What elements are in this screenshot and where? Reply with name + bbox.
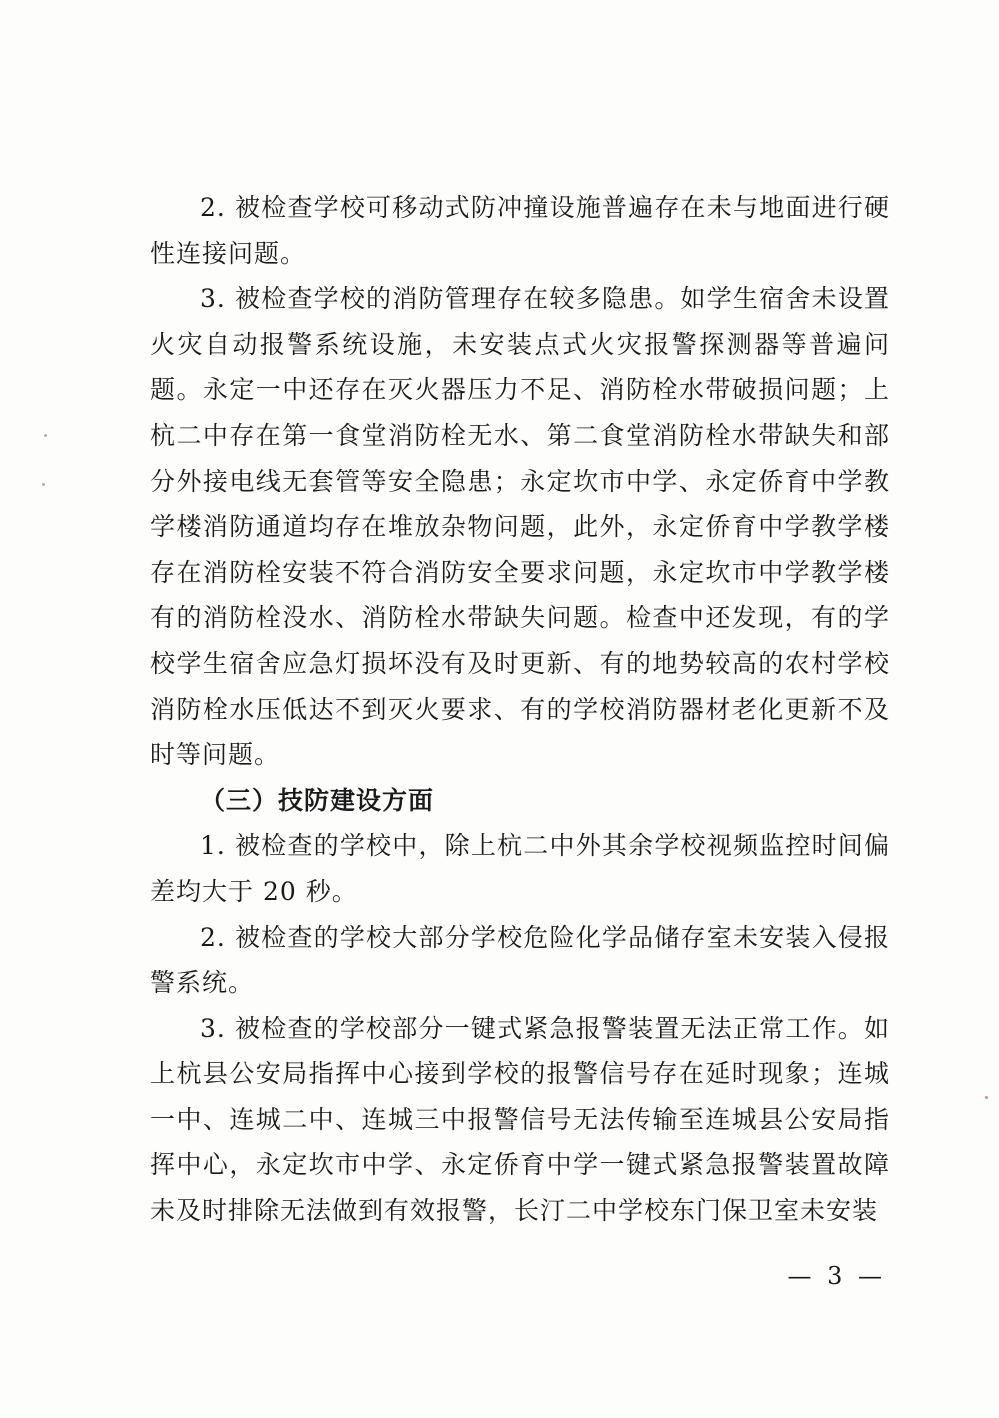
scan-speck	[44, 434, 47, 437]
document-body	[150, 185, 890, 1234]
page-number: — 3 —	[787, 1262, 886, 1290]
paragraph: 2. 被检查学校可移动式防冲撞设施普遍存在未与地面进行硬性连接问题。	[150, 193, 890, 268]
paragraph: 3. 被检查学校的消防管理存在较多隐患。如学生宿舍未设置火灾自动报警系统设施，未安装点式火灾报警探测器等普遍问题。永定一中还存在灭火器压力不足、消防栓水带破损问题；上杭二中存在第一食堂消防栓无水、第二食堂消防栓水带缺失和部分外接电线无套管等安全隐患；永定坎市中学、永定侨育中学教学楼消防通道均存在堆放杂物问题，此外，永定侨育中学教学楼存在消防栓安装不符合消防安全要求问题，永定坎市中学教学楼有的消防栓没水、消防栓水带缺失问题。检查中还发现，有的学校学生宿舍应急灯损坏没有及时更新、有的地势较高的农村学校消防栓水压低达不到灭火要求、有的学校消防器材老化更新不及时等问题。	[150, 284, 890, 770]
paragraph: 2. 被检查的学校大部分学校危险化学品储存室未安装入侵报警系统。	[150, 922, 890, 998]
paragraph: 3. 被检查的学校部分一键式紧急报警装置无法正常工作。如上杭县公安局指挥中心接到学校的报警信号存在延时现象；连城一中、连城二中、连城三中报警信号无法传输至连城县公安局指挥中心，永定坎市中学、永定侨育中学一键式紧急报警装置故障未及时排除无法做到有效报警，长汀二中学校东门保卫室未安装	[150, 1013, 890, 1226]
scan-speck	[985, 1096, 988, 1099]
section-heading: （三）技防建设方面	[200, 785, 435, 815]
paragraph: 1. 被检查的学校中，除上杭二中外其余学校视频监控时间偏差均大于 20 秒。	[150, 831, 890, 906]
scan-speck	[42, 483, 45, 486]
